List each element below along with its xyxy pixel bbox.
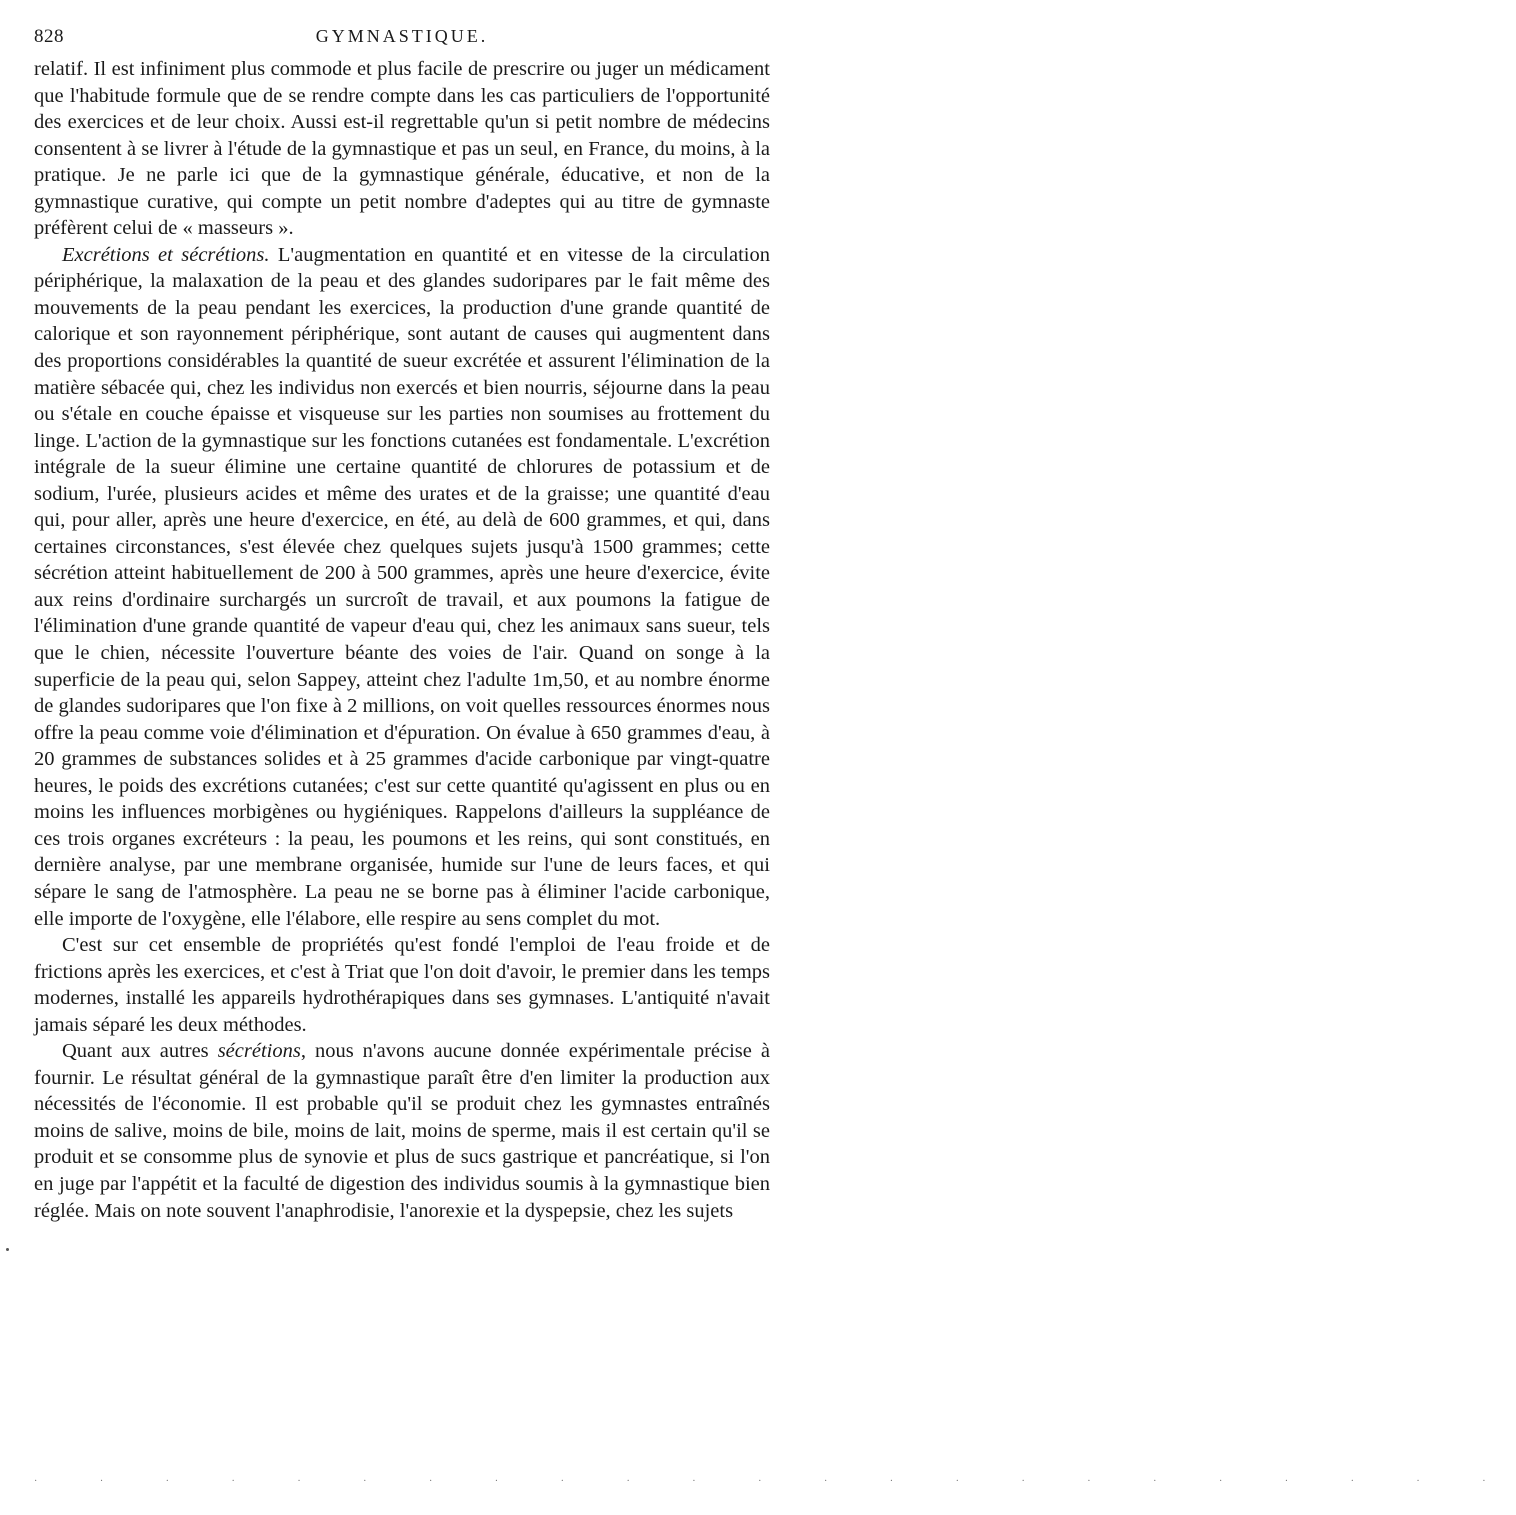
text-run: relatif. Il est infiniment plus commode et plus facile de prescrire ou juger un médicament que l'habitude formule que de se rendre compte dans les cas particuliers de l'opportunité des exercices et de leur choix. Aussi est-il regrettable qu'un si petit nombre de médecins consentent à se livrer à l'étude de la gymnastique et pas un seul, en France, du moins, à la pratique. Je ne parle ici que de la gymnastique générale, éducative, et non de la gymnastique curative, qui compte un petit nombre d'adeptes qui au titre de gymnaste préfèrent celui de « masseurs ».	[34, 58, 770, 240]
text-run: L'augmentation en quantité et en vitesse de la circulation périphérique, la malaxation de la peau et des glandes sudoripares par le fait même des mouvements de la peau pendant les exercices, la production d'une grande quantité de calorique et son rayonnement périphérique, sont autant de causes qui augmentent dans des proportions considérables la quantité de sueur excrétée et assurent l'élimination de la matière sébacée qui, chez les individus non exercés et bien nourris, séjourne dans la peau ou s'étale en couche épaisse et visqueuse sur les parties non soumises au frottement du linge. L'action de la gymnastique sur les fonctions cutanées est fondamentale. L'excrétion intégrale de la sueur élimine une certaine quantité de chlorures de potassium et de sodium, l'urée, plusieurs acides et même des urates et de la graisse; une quantité d'eau qui, pour aller, après une heure d'exercice, en été, au delà de 600 grammes, et qui, dans certaines circonstances, s'est élevée chez quelques sujets jusqu'à 1500 grammes; cette sécrétion atteint habituellement de 200 à 500 grammes, après une heure d'exercice, évite aux reins d'ordinaire surchargés un surcroît de travail, et aux poumons la fatigue de l'élimination d'une grande quantité de vapeur d'eau qui, chez les animaux sans sueur, tels que le chien, nécessite l'ouverture béante des voies de l'air. Quand on songe à la superficie de la peau qui, selon Sappey, atteint chez l'adulte 1m,50, et au nombre énorme de glandes sudoripares que l'on fixe à 2 millions, on voit quelles ressources énormes nous offre la peau comme voie d'élimination et d'épuration. On évalue à 650 grammes d'eau, à 20 grammes de substances solides et à 25 grammes d'acide carbonique par vingt-quatre heures, le poids des excrétions cutanées; c'est sur cette quantité qu'agissent en plus ou en moins les influences morbigènes ou hygiéniques. Rappelons d'ailleurs la suppléance de ces trois organes excréteurs : la peau, les poumons et les reins, qui sont constitués, en dernière analyse, par une membrane organisée, humide sur l'une de leurs faces, et qui sépare le sang de l'atmosphère. La peau ne se borne pas à éliminer l'acide carbonique, elle importe de l'oxygène, elle l'élabore, elle respire au sens complet du mot.	[34, 243, 770, 930]
text-run: , nous n'avons aucune donnée expérimentale précise à fournir. Le résultat général de la gymnastique paraît être d'en limiter la production aux nécessités de l'économie. Il est probable qu'il se produit chez les gymnastes entraînés moins de salive, moins de bile, moins de lait, moins de sperme, mais il est certain qu'il se produit et se consomme plus de synovie et plus de sucs gastrique et pancréatique, si l'on en juge par l'appétit et la faculté de digestion des individus soumis à la gymnastique bien réglée. Mais on note souvent l'anaphrodisie, l'anorexie et la dyspepsie, chez les sujets	[34, 1040, 770, 1222]
body-text	[34, 56, 770, 1224]
section-heading-excretions: Excrétions et sécrétions.	[62, 243, 270, 266]
running-title: GYMNASTIQUE.	[315, 26, 489, 46]
margin-speck	[6, 1248, 9, 1251]
page-number: 828	[34, 26, 64, 47]
text-run: C'est sur cet ensemble de propriétés qu'est fondé l'emploi de l'eau froide et de frictions après les exercices, et c'est à Triat que l'on doit d'avoir, le premier dans les temps modernes, installé les appareils hydrothérapiques dans ses gymnases. L'antiquité n'avait jamais séparé les deux méthodes.	[34, 934, 770, 1036]
text-run: Quant aux autres	[62, 1040, 218, 1063]
paragraph	[34, 56, 770, 242]
page	[34, 26, 770, 1224]
paragraph	[34, 1038, 770, 1224]
page-header	[34, 26, 770, 56]
paragraph	[34, 242, 770, 932]
footer-scan-artifacts: · · · · · · · · · · · · · · · · · · · · · · ·	[34, 1476, 1516, 1487]
italic-term-secretions: sécrétions	[217, 1040, 301, 1063]
paragraph	[34, 932, 770, 1038]
